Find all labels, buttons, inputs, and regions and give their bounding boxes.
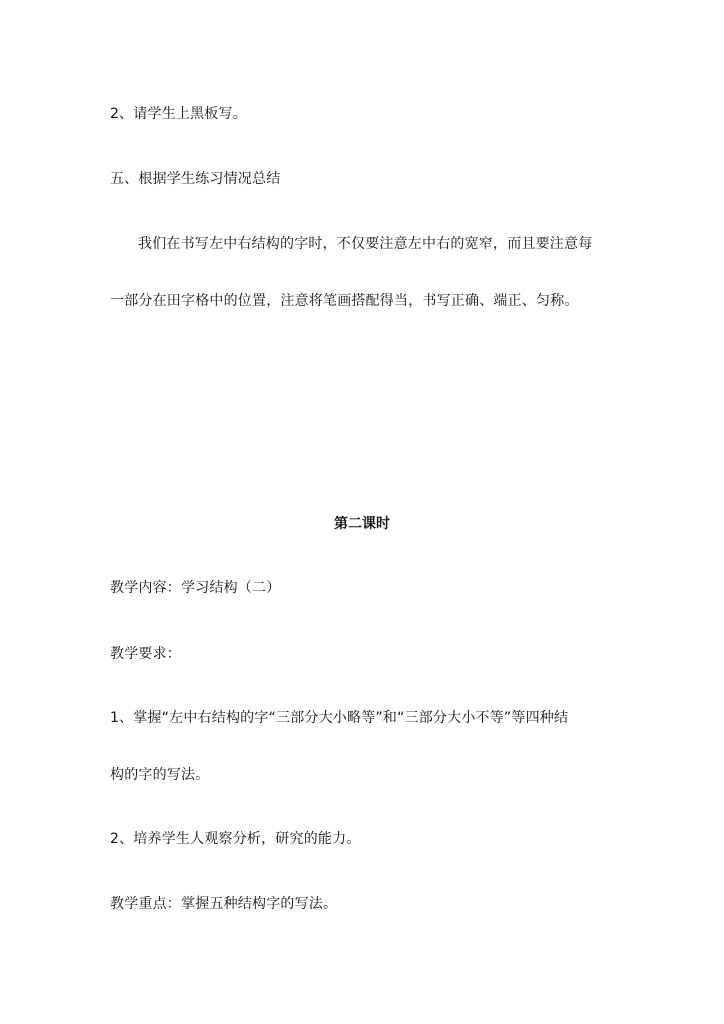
paragraph-line: 教学内容：学习结构（二） (110, 580, 281, 596)
paragraph-line: 教学重点：掌握五种结构字的写法。 (110, 896, 338, 912)
lesson-title: 第二课时 (334, 516, 390, 532)
paragraph-line: 2、请学生上黑板写。 (110, 106, 247, 122)
paragraph-line: 我们在书写左中右结构的字时，不仅要注意左中右的宽窄，而且要注意每 (138, 236, 593, 252)
paragraph-line: 教学要求： (110, 646, 181, 662)
section-heading-line: 五、根据学生练习情况总结 (110, 171, 281, 187)
paragraph-line: 构的字的写法。 (110, 767, 210, 783)
paragraph-line: 1、掌握“左中右结构的字“三部分大小略等”和“三部分大小不等”等四种结 (110, 710, 569, 726)
paragraph-line: 2、培养学生人观察分析，研究的能力。 (110, 831, 361, 847)
paragraph-line: 一部分在田字格中的位置，注意将笔画搭配得当，书写正确、端正、匀称。 (110, 293, 579, 309)
